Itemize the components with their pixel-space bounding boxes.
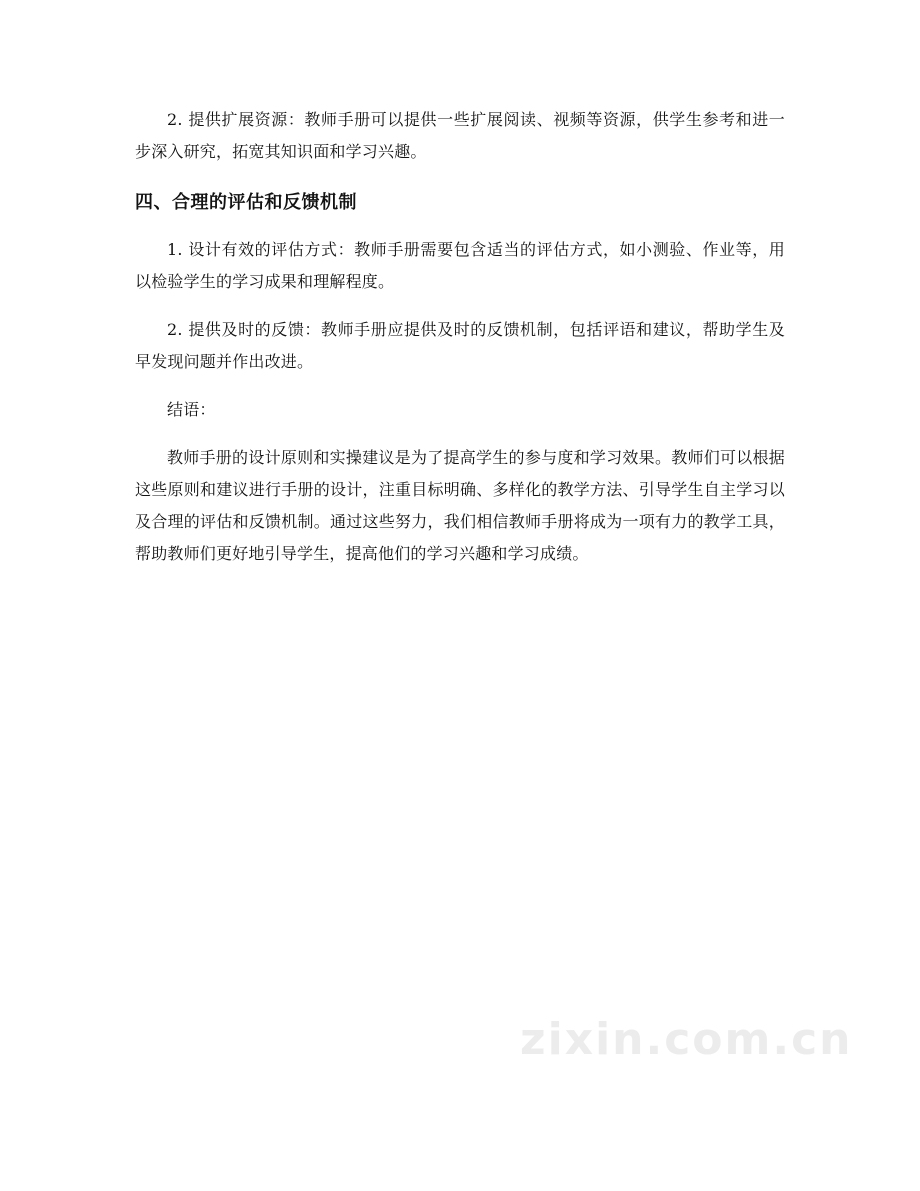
watermark: zixin.com.cn <box>520 1014 853 1065</box>
paragraph-extended-resources: 2. 提供扩展资源：教师手册可以提供一些扩展阅读、视频等资源，供学生参考和进一步深入研究，拓宽其知识面和学习兴趣。 <box>135 110 785 161</box>
conclusion-label: 结语： <box>167 400 216 419</box>
conclusion-paragraph: 教师手册的设计原则和实操建议是为了提高学生的参与度和学习效果。教师们可以根据这些原则和建议进行手册的设计，注重目标明确、多样化的教学方法、引导学生自主学习以及合理的评估和反馈机制。通过这些努力，我们相信教师手册将成为一项有力的教学工具，帮助教师们更好地引导学生，提高他们的学习兴趣和学习成绩。 <box>135 448 785 563</box>
paragraph-timely-feedback: 2. 提供及时的反馈：教师手册应提供及时的反馈机制，包括评语和建议，帮助学生及早发现问题并作出改进。 <box>135 320 785 371</box>
paragraph-assessment-methods: 1. 设计有效的评估方式：教师手册需要包含适当的评估方式，如小测验、作业等，用以检验学生的学习成果和理解程度。 <box>135 240 785 291</box>
document-body <box>135 104 785 570</box>
section-heading: 四、合理的评估和反馈机制 <box>135 192 357 213</box>
